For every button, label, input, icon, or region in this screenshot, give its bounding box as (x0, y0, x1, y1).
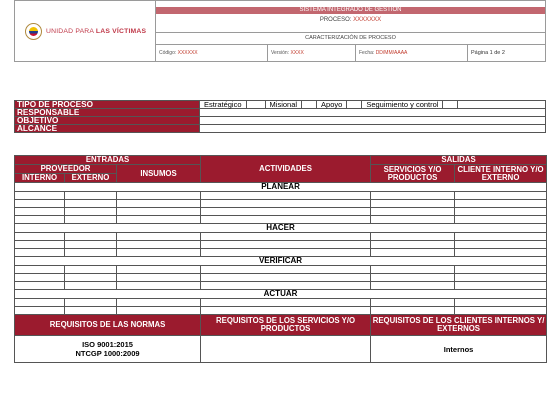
system-title: SISTEMA INTEGRADO DE GESTIÓN (156, 7, 545, 14)
process-grid (14, 155, 547, 363)
responsable-field[interactable] (200, 109, 546, 117)
logo-cell (15, 1, 156, 62)
proveedor-header: PROVEEDOR (15, 165, 117, 174)
table-row (15, 192, 547, 200)
section-hacer: HACER (15, 224, 547, 233)
salidas-header: SALIDAS (371, 156, 547, 165)
cliente-header: CLIENTE INTERNO Y/O EXTERNO (455, 165, 547, 183)
checkbox-misional[interactable] (301, 101, 317, 108)
alcance-label: ALCANCE (15, 125, 200, 133)
requisitos-servicios-header: REQUISITOS DE LOS SERVICIOS Y/O PRODUCTOS (201, 315, 371, 336)
requisitos-clientes-header: REQUISITOS DE LOS CLIENTES INTERNOS Y/ EXTERNOS (371, 315, 547, 336)
requisitos-normas-header: REQUISITOS DE LAS NORMAS (15, 315, 201, 336)
characterization-title: CARACTERIZACIÓN DE PROCESO (156, 33, 546, 45)
entradas-header: ENTRADAS (15, 156, 201, 165)
code-value: XXXXXX (177, 50, 198, 56)
title-cell (156, 1, 546, 33)
table-row (15, 241, 547, 249)
table-row (15, 200, 547, 208)
checkbox-apoyo[interactable] (346, 101, 362, 108)
process-line: PROCESO: XXXXXXX (319, 16, 382, 23)
section-verificar: VERIFICAR (15, 257, 547, 266)
requisitos-clientes-value: Internos (371, 336, 547, 363)
option-apoyo: Apoyo (321, 100, 343, 109)
process-info (14, 100, 546, 133)
option-misional: Misional (269, 100, 298, 109)
checkbox-estrategico[interactable] (246, 101, 266, 108)
servicios-header: SERVICIOS Y/O PRODUCTOS (371, 165, 455, 183)
requisitos-normas-value (15, 336, 201, 363)
table-row (15, 274, 547, 282)
table-row (15, 208, 547, 216)
date-value: DD/MM/AAAA (375, 50, 408, 56)
tipo-label: TIPO DE PROCESO (15, 101, 200, 109)
coat-of-arms-icon (25, 23, 42, 40)
tipo-options (200, 101, 546, 109)
checkbox-seguimiento[interactable] (442, 101, 458, 108)
table-row (15, 266, 547, 274)
insumos-header: INSUMOS (117, 165, 201, 183)
page-number: Página 1 de 2 (468, 45, 546, 62)
table-row (15, 307, 547, 315)
interno-header: INTERNO (15, 174, 65, 183)
objetivo-field[interactable] (200, 117, 546, 125)
option-seguimiento: Seguimiento y control (366, 100, 439, 109)
date-cell: Fecha: DD/MM/AAAA (356, 45, 468, 62)
section-planear: PLANEAR (15, 183, 547, 192)
section-actuar: ACTUAR (15, 290, 547, 299)
version-value: XXXX (290, 50, 304, 56)
responsable-label: RESPONSABLE (15, 109, 200, 117)
table-row (15, 299, 547, 307)
version-cell: Versión: XXXX (268, 45, 356, 62)
alcance-field[interactable] (200, 125, 546, 133)
norma-ntcgp: NTCGP 1000:2009 (75, 349, 140, 358)
code-cell: Código: XXXXXX (156, 45, 268, 62)
actividades-header: ACTIVIDADES (201, 156, 371, 183)
externo-header: EXTERNO (65, 174, 117, 183)
process-value: XXXXXXX (353, 16, 382, 23)
table-row (15, 233, 547, 241)
option-estrategico: Estratégico (204, 100, 242, 109)
objetivo-label: OBJETIVO (15, 117, 200, 125)
document-header (14, 0, 546, 62)
requisitos-servicios-value (201, 336, 371, 363)
norma-iso: ISO 9001:2015 (82, 340, 133, 349)
logo: UNIDAD PARA LAS VÍCTIMAS (46, 27, 147, 35)
